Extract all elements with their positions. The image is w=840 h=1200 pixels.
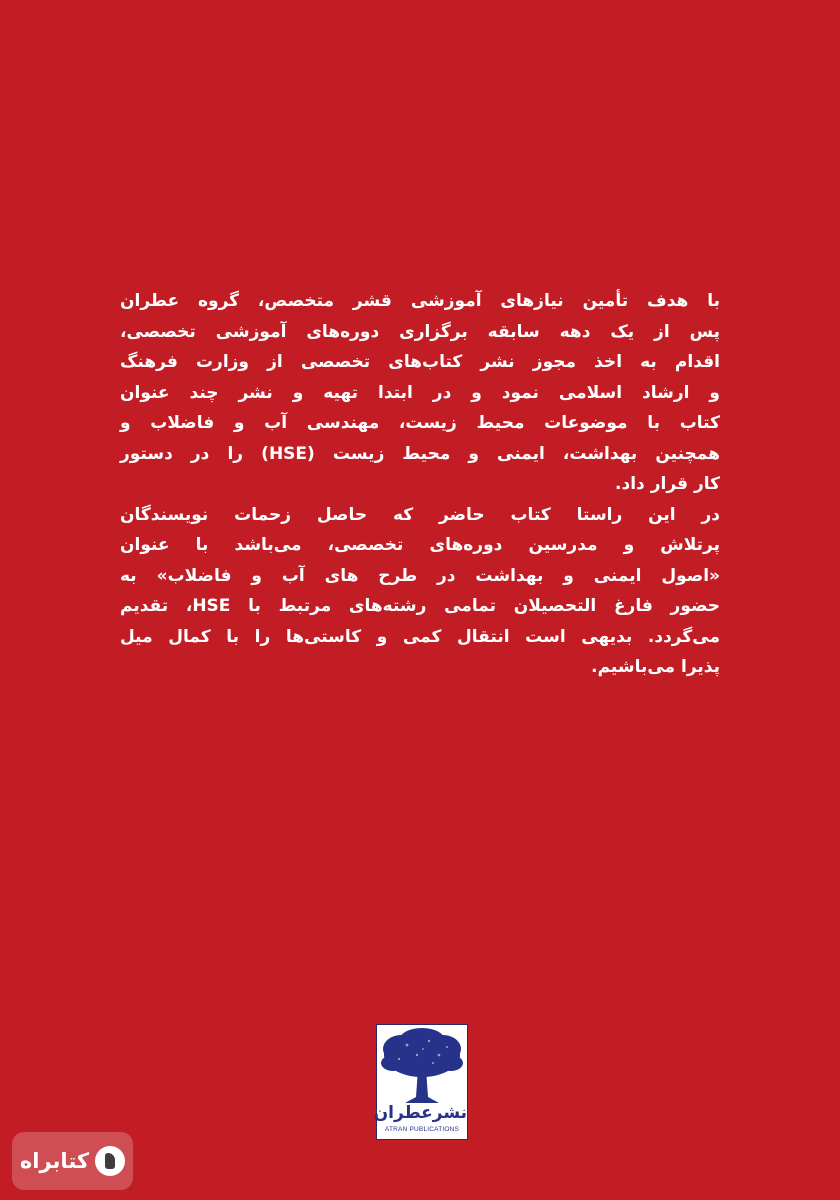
blurb-line: پرتلاش و مدرسین دوره‌های تخصصی، می‌باشد با عنوان [120,535,720,555]
blurb-text [120,286,720,683]
blurb-line: با هدف تأمین نیازهای آموزشی قشر متخصص، گروه عطران [120,291,720,311]
publisher-logo [373,1024,468,1140]
blurb-line: پذیرا می‌باشیم. [591,657,720,677]
blurb-line: حضور فارغ التحصیلان تمامی رشته‌های مرتبط با HSE، تقدیم [120,596,721,616]
blurb-line: همچنین بهداشت، ایمنی و محیط زیست (HSE) را در دستور [120,443,720,464]
blurb-line: «اصول ایمنی و بهداشت در طرح های آب و فاضلاب» به [120,565,720,586]
blurb-line: می‌گردد. بدیهی است انتقال کمی و کاستی‌ها را با کمال میل [120,626,720,647]
watermark-text: کتابراه [19,1149,90,1173]
blurb-line: و ارشاد اسلامی نمود و در ابتدا تهیه و نشر چند عنوان [120,382,720,403]
blurb-line: کار قرار داد. [615,474,720,494]
watermark-badge [12,1132,133,1190]
blurb-paragraph-1 [120,286,720,500]
blurb-line: کتاب با موضوعات محیط زیست، مهندسی آب و فاضلاب و [120,413,720,433]
tree-icon [377,1025,467,1105]
blurb-line: پس از یک دهه سابقه برگزاری دوره‌های آموزشی تخصصی، [120,321,720,342]
book-logo-icon [95,1146,125,1176]
logo-subtitle: ATRAN PUBLICATIONS [384,1126,460,1133]
logo-name: نشرعطران [373,1103,467,1123]
blurb-line: اقدام به اخذ مجوز نشر کتاب‌های تخصصی از وزارت فرهنگ [120,352,720,372]
blurb-paragraph-2 [120,500,720,683]
blurb-line: در این راستا کتاب حاضر که حاصل زحمات نویسندگان [120,504,720,525]
